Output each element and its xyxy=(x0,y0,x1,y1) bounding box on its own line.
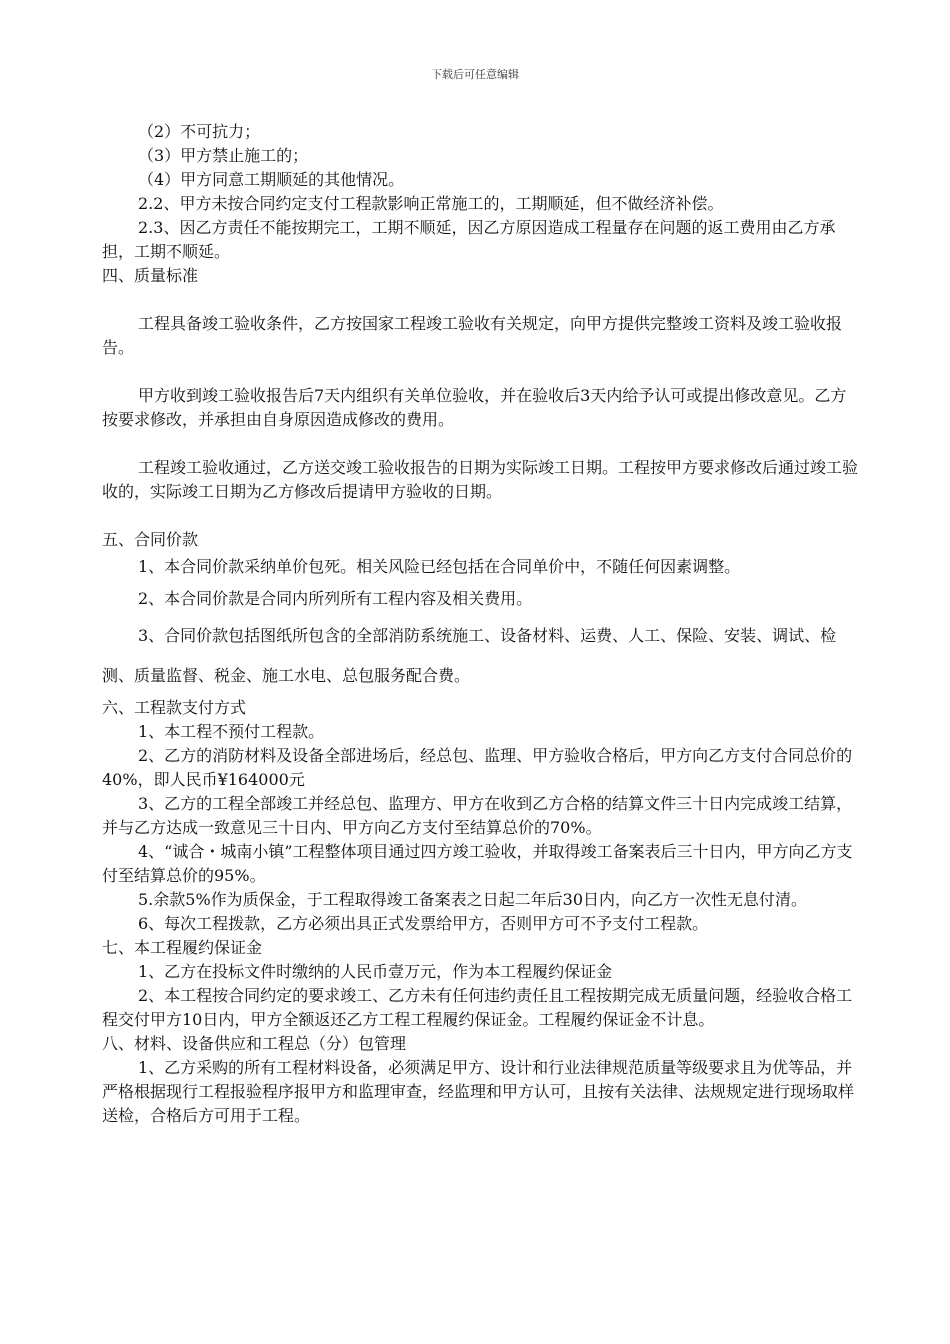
clause-line: 3、合同价款包括图纸所包含的全部消防系统施工、设备材料、运费、人工、保险、安装、调试、检测、质量监督、税金、施工水电、总包服务配合费。 xyxy=(102,626,837,685)
clause-line: 3、乙方的工程全部竣工并经总包、监理方、甲方在收到乙方合格的结算文件三十日内完成竣工结算，并与乙方达成一致意见三十日内、甲方向乙方支付至结算总价的70%。 xyxy=(102,794,853,837)
section-heading-guarantee: 七、本工程履约保证金 xyxy=(102,938,263,957)
paragraph: 工程竣工验收通过，乙方送交竣工验收报告的日期为实际竣工日期。工程按甲方要求修改后通过竣工验收的，实际竣工日期为乙方修改后提请甲方验收的日期。 xyxy=(102,458,859,501)
section-heading-quality: 四、质量标准 xyxy=(102,266,199,285)
clause-line: 5.余款5%作为质保金，于工程取得竣工备案表之日起二年后30日内，向乙方一次性无息付清。 xyxy=(138,890,808,909)
paragraph: 工程具备竣工验收条件，乙方按国家工程竣工验收有关规定，向甲方提供完整竣工资料及竣工验收报告。 xyxy=(102,314,843,357)
clause-line: 4、“诚合・城南小镇”工程整体项目通过四方竣工验收，并取得竣工备案表后三十日内，甲方向乙方支付至结算总价的95%。 xyxy=(102,842,853,885)
clause-line: 1、乙方在投标文件时缴纳的人民币壹万元，作为本工程履约保证金 xyxy=(138,962,613,981)
clause-line: （3）甲方禁止施工的； xyxy=(138,146,309,165)
document-body xyxy=(102,120,862,1128)
clause-line: 2、本合同价款是合同内所列所有工程内容及相关费用。 xyxy=(138,589,533,608)
clause-line: 1、本合同价款采纳单价包死。相关风险已经包括在合同单价中，不随任何因素调整。 xyxy=(138,557,741,576)
clause-line: 1、本工程不预付工程款。 xyxy=(138,722,325,741)
page-header: 下载后可任意编辑 xyxy=(431,68,519,81)
clause-line: 2、乙方的消防材料及设备全部进场后，经总包、监理、甲方验收合格后，甲方向乙方支付合同总价的40%，即人民币¥164000元 xyxy=(102,746,853,789)
section-heading-materials: 八、材料、设备供应和工程总（分）包管理 xyxy=(102,1034,407,1053)
paragraph: 甲方收到竣工验收报告后7天内组织有关单位验收，并在验收后3天内给予认可或提出修改意见。乙方按要求修改，并承担由自身原因造成修改的费用。 xyxy=(102,386,847,429)
clause-line: 6、每次工程拨款，乙方必须出具正式发票给甲方，否则甲方可不予支付工程款。 xyxy=(138,914,709,933)
clause-line: （4）甲方同意工期顺延的其他情况。 xyxy=(138,170,405,189)
clause-line: 2、本工程按合同约定的要求竣工、乙方未有任何违约责任且工程按期完成无质量问题，经验收合格工程交付甲方10日内，甲方全额返还乙方工程工程履约保证金。工程履约保证金不计息。 xyxy=(102,986,853,1029)
clause-line: 2.3、因乙方责任不能按期完工，工期不顺延，因乙方原因造成工程量存在问题的返工费用由乙方承担，工期不顺延。 xyxy=(102,218,836,261)
section-heading-payment: 六、工程款支付方式 xyxy=(102,698,247,717)
section-heading-contract-price: 五、合同价款 xyxy=(102,530,199,549)
clause-line: 1、乙方采购的所有工程材料设备，必须满足甲方、设计和行业法律规范质量等级要求且为优等品，并严格根据现行工程报验程序报甲方和监理审查，经监理和甲方认可，且按有关法律、法规规定进行现场取样送检，合格后方可用于工程。 xyxy=(102,1058,855,1125)
clause-line: 2.2、甲方未按合同约定支付工程款影响正常施工的，工期顺延，但不做经济补偿。 xyxy=(138,194,724,213)
clause-line: （2）不可抗力； xyxy=(138,122,261,141)
